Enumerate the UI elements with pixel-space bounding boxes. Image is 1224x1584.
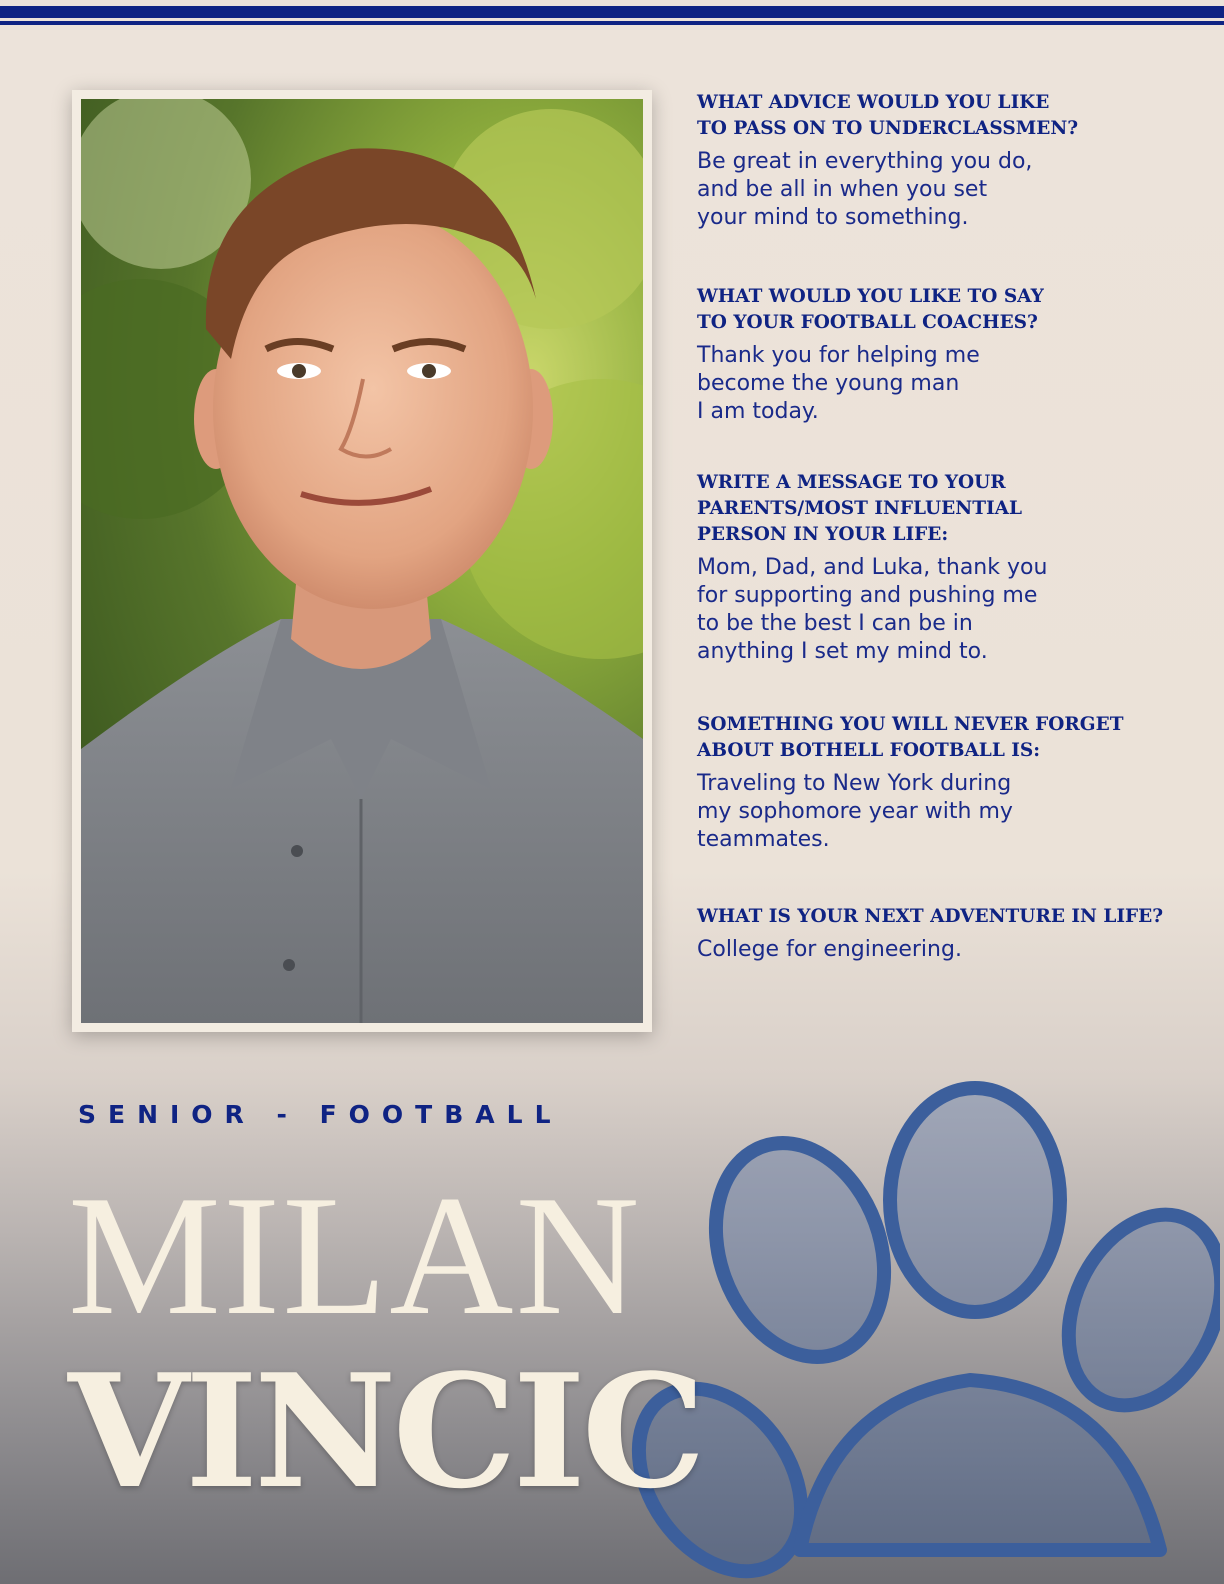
top-stripe	[0, 21, 1224, 25]
first-name: MILAN	[68, 1161, 642, 1351]
question-heading: WRITE A MESSAGE TO YOUR PARENTS/MOST INFLUENTIAL PERSON IN YOUR LIFE:	[697, 472, 1022, 545]
question-heading: WHAT WOULD YOU LIKE TO SAY TO YOUR FOOTBALL COACHES?	[697, 286, 1044, 333]
answer-text: Thank you for helping me become the young man I am today.	[697, 343, 980, 424]
qa-block-coaches	[697, 284, 1197, 426]
answer-text: Be great in everything you do, and be all in when you set your mind to something.	[697, 149, 1033, 230]
question-heading: WHAT IS YOUR NEXT ADVENTURE IN LIFE?	[697, 906, 1164, 927]
portrait-frame	[72, 90, 652, 1032]
qa-block-never-forget	[697, 712, 1197, 854]
top-stripe	[0, 13, 1224, 18]
subtitle: SENIOR - FOOTBALL	[78, 1100, 563, 1129]
answer-text: Traveling to New York during my sophomore year with my teammates.	[697, 771, 1013, 852]
portrait-photo	[81, 99, 643, 1023]
qa-block-advice	[697, 90, 1197, 232]
question-heading: SOMETHING YOU WILL NEVER FORGET ABOUT BOTHELL FOOTBALL IS:	[697, 714, 1124, 761]
answer-text: Mom, Dad, and Luka, thank you for supporting and pushing me to be the best I can be in anything I set my mind to.	[697, 555, 1048, 664]
question-heading: WHAT ADVICE WOULD YOU LIKE TO PASS ON TO UNDERCLASSMEN?	[697, 92, 1079, 139]
qa-block-parents	[697, 470, 1197, 666]
last-name: VINCIC	[68, 1340, 702, 1523]
qa-block-next-adventure	[697, 904, 1197, 964]
answer-text: College for engineering.	[697, 937, 962, 962]
